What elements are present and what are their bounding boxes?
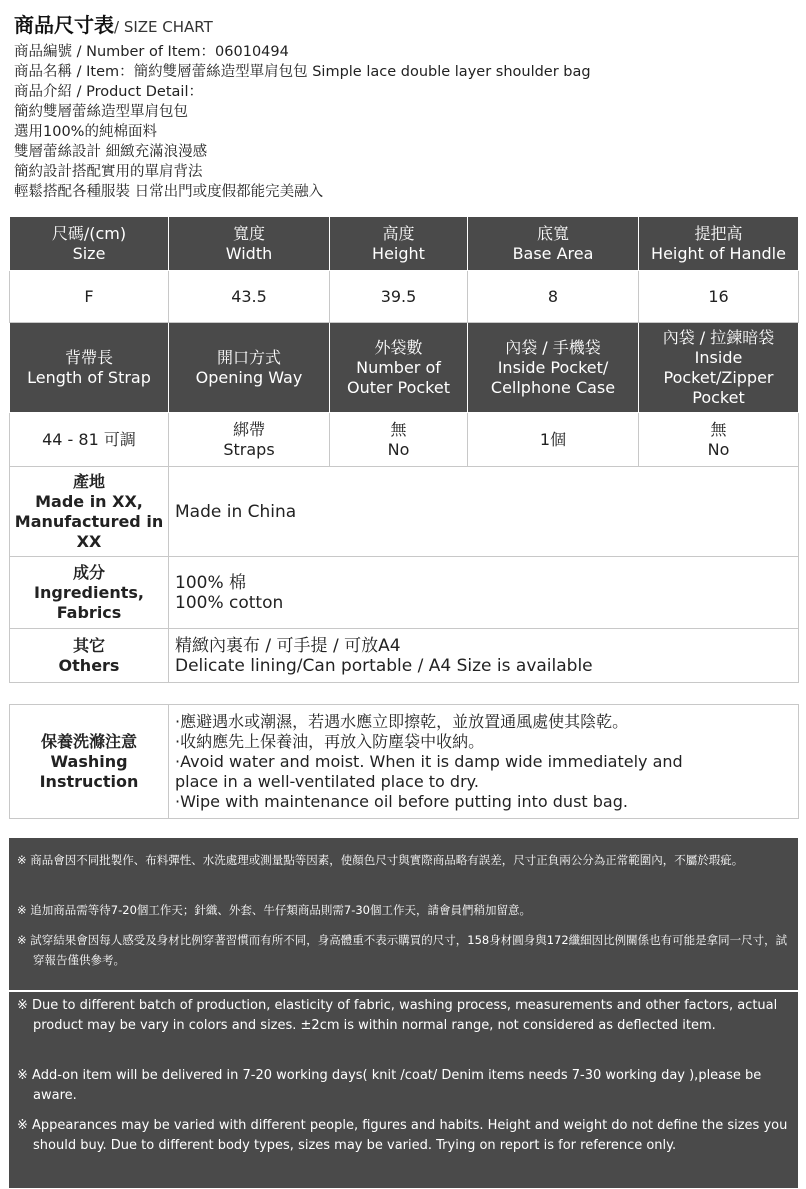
value-zipper-pocket: 無 No bbox=[639, 413, 799, 467]
washing-line: ·Avoid water and moist. When it is damp wide immediately and bbox=[175, 751, 683, 771]
origin-row bbox=[10, 467, 799, 557]
washing-line: ·收納應先上保養油，再放入防塵袋中收納。 bbox=[175, 731, 485, 751]
header-outer-pocket: 外袋數 Number of Outer Pocket bbox=[330, 323, 468, 413]
fabric-row bbox=[10, 557, 799, 629]
item-name: 商品名稱 / Item：簡約雙層蕾絲造型單肩包包 Simple lace double layer shoulder bag bbox=[14, 64, 591, 80]
washing-line: ·Wipe with maintenance oil before putting into dust bag. bbox=[175, 791, 628, 811]
washing-label: 保養洗滌注意 Washing Instruction bbox=[10, 705, 169, 819]
value-base-area: 8 bbox=[468, 271, 639, 323]
note-en-3: ※ Appearances may be varied with different people, figures and habits. Height and weight do not define the sizes you should buy. Due to different body types, sizes may be varied. Trying on report is for reference only. bbox=[17, 1118, 788, 1153]
notes-panel bbox=[9, 838, 798, 1188]
title-chinese: 商品尺寸表 bbox=[14, 13, 114, 37]
page-header bbox=[14, 10, 794, 202]
header-base-area: 底寬 Base Area bbox=[468, 217, 639, 271]
detail-line: 選用100%的純棉面料 bbox=[14, 124, 157, 140]
header-width: 寬度 Width bbox=[169, 217, 330, 271]
note-en-2: ※ Add-on item will be delivered in 7-20 working days( knit /coat/ Denim items needs 7-30 working day ),please be aware. bbox=[17, 1068, 762, 1103]
value-handle-height: 16 bbox=[639, 271, 799, 323]
detail-line: 簡約設計搭配實用的單肩背法 bbox=[14, 164, 203, 180]
washing-table bbox=[9, 704, 799, 819]
washing-line: place in a well-ventilated place to dry. bbox=[175, 771, 479, 791]
others-label: 其它 Others bbox=[10, 629, 169, 683]
product-detail-label: 商品介紹 / Product Detail： bbox=[14, 84, 203, 100]
fabric-value: 100% 棉 100% cotton bbox=[169, 557, 799, 629]
value-outer-pocket: 無 No bbox=[330, 413, 468, 467]
detail-line: 簡約雙層蕾絲造型單肩包包 bbox=[14, 104, 188, 120]
origin-label: 產地 Made in XX, Manufactured in XX bbox=[10, 467, 169, 557]
header-strap-length: 背帶長 Length of Strap bbox=[10, 323, 169, 413]
note-zh-1: ※ 商品會因不同批製作、布料彈性、水洗處理或測量點等因素，使顏色尺寸與實際商品略有誤差，尺寸正負兩公分為正常範圍內，不屬於瑕疵。 bbox=[17, 853, 744, 867]
header-size: 尺碼/(cm) Size bbox=[10, 217, 169, 271]
detail-header-row bbox=[10, 323, 799, 413]
note-zh-2: ※ 追加商品需等待7-20個工作天；針織、外套、牛仔類商品則需7-30個工作天，請會員們稍加留意。 bbox=[17, 903, 531, 917]
value-size: F bbox=[10, 271, 169, 323]
header-opening-way: 開口方式 Opening Way bbox=[169, 323, 330, 413]
note-zh-3: ※ 試穿結果會因每人感受及身材比例穿著習慣而有所不同，身高體重不表示購買的尺寸，158身材圓身與172纖細因比例關係也有可能是拿同一尺寸，試穿報告僅供參考。 bbox=[17, 933, 788, 967]
value-strap-length: 44 - 81 可調 bbox=[10, 413, 169, 467]
detail-value-row bbox=[10, 413, 799, 467]
note-en-1: ※ Due to different batch of production, elasticity of fabric, washing process, measurements and other factors, actual product may be vary in colors and sizes. ±2cm is within normal range, not considered as deflected item. bbox=[17, 998, 778, 1033]
origin-value: Made in China bbox=[169, 467, 799, 557]
others-row bbox=[10, 629, 799, 683]
detail-line: 雙層蕾絲設計 細緻充滿浪漫感 bbox=[14, 144, 208, 160]
value-opening-way: 綁帶 Straps bbox=[169, 413, 330, 467]
fabric-label: 成分 Ingredients, Fabrics bbox=[10, 557, 169, 629]
size-header-row bbox=[10, 217, 799, 271]
notes-divider bbox=[9, 990, 798, 992]
item-number: 商品編號 / Number of Item：06010494 bbox=[14, 44, 289, 60]
washing-line: ·應避遇水或潮濕，若遇水應立即擦乾，並放置通風處使其陰乾。 bbox=[175, 711, 629, 731]
value-width: 43.5 bbox=[169, 271, 330, 323]
header-handle-height: 提把高 Height of Handle bbox=[639, 217, 799, 271]
size-value-row bbox=[10, 271, 799, 323]
size-chart-title bbox=[14, 10, 794, 42]
header-inside-pocket: 內袋 / 手機袋 Inside Pocket/ Cellphone Case bbox=[468, 323, 639, 413]
value-height: 39.5 bbox=[330, 271, 468, 323]
header-zipper-pocket: 內袋 / 拉鍊暗袋 Inside Pocket/Zipper Pocket bbox=[639, 323, 799, 413]
washing-instructions bbox=[169, 705, 799, 819]
header-height: 高度 Height bbox=[330, 217, 468, 271]
size-table bbox=[9, 216, 799, 683]
washing-row bbox=[10, 705, 799, 819]
title-english: / SIZE CHART bbox=[114, 18, 213, 36]
others-value: 精緻內裏布 / 可手提 / 可放A4 Delicate lining/Can portable / A4 Size is available bbox=[169, 629, 799, 683]
value-inside-pocket: 1個 bbox=[468, 413, 639, 467]
detail-line: 輕鬆搭配各種服裝 日常出門或度假都能完美融入 bbox=[14, 184, 324, 200]
